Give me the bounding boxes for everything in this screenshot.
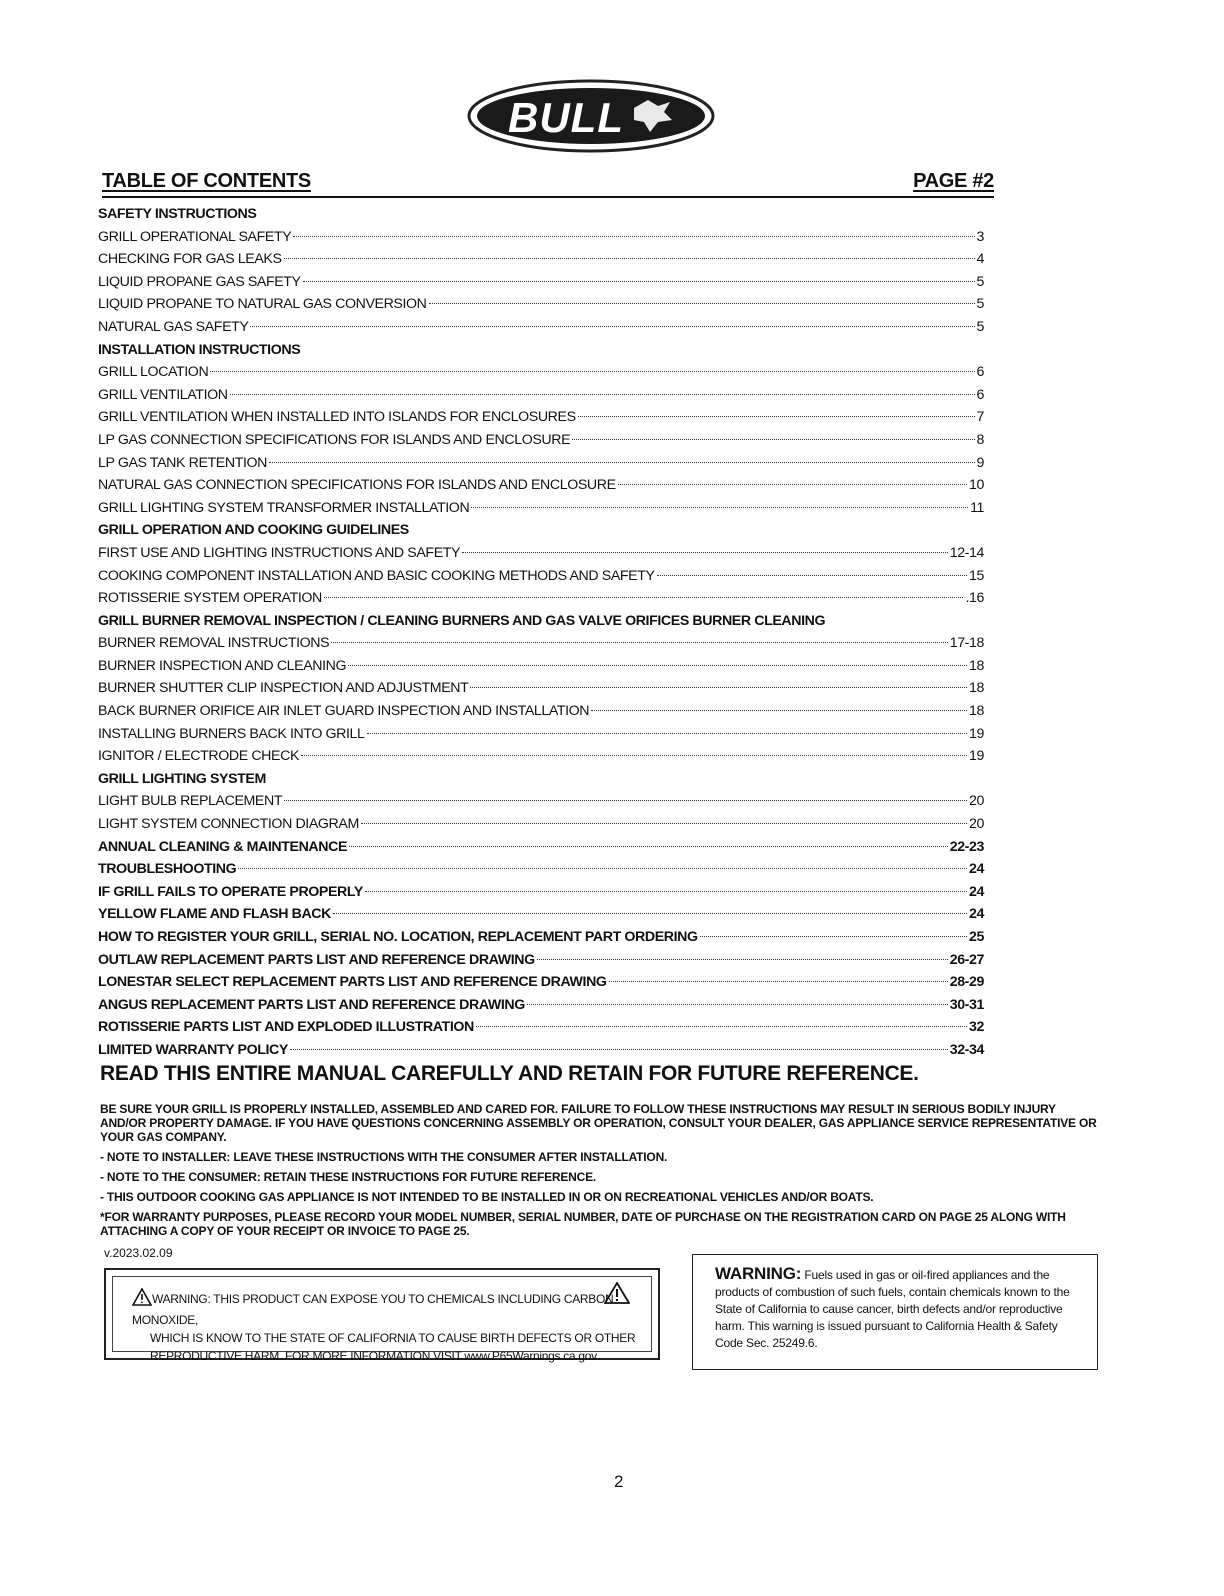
toc-section-row <box>98 971 984 994</box>
warning-triangle-icon <box>132 1288 152 1311</box>
toc-entry-title: BURNER REMOVAL INSTRUCTIONS <box>98 635 330 652</box>
dot-leader <box>303 281 975 282</box>
p65-warning-line-3: REPRODUCTIVE HARM. FOR MORE INFORMATION VISIT www.P65Warnings.ca.gov <box>150 1349 597 1363</box>
toc-entry-page: 24 <box>969 861 984 878</box>
toc-entry-title: GRILL LIGHTING SYSTEM <box>98 770 266 787</box>
dot-leader <box>609 981 948 982</box>
toc-entry-row <box>98 226 984 249</box>
warning-body: Fuels used in gas or oil-fired appliances and the products of combustion of such fuels, contain chemicals known to the State of California to cause cancer, birth defects and/or reproductive harm. This warning is issued pursuant to California Health & Safety Code Sec. 25249.6. <box>715 1268 1070 1350</box>
toc-entry-title: IGNITOR / ELECTRODE CHECK <box>98 748 300 765</box>
dot-leader <box>290 1049 948 1050</box>
toc-entry-row <box>98 248 984 271</box>
toc-entry-row <box>98 745 984 768</box>
toc-section-row <box>98 881 984 904</box>
toc-entry-title: LP GAS TANK RETENTION <box>98 454 267 471</box>
toc-entry-title: INSTALLING BURNERS BACK INTO GRILL <box>98 725 365 742</box>
dot-leader <box>210 371 974 372</box>
toc-entry-row <box>98 723 984 746</box>
dot-leader <box>238 868 967 869</box>
toc-entry-row <box>98 361 984 384</box>
toc-entry-row <box>98 474 984 497</box>
dot-leader <box>331 642 948 643</box>
toc-entry-title: GRILL VENTILATION WHEN INSTALLED INTO ISLANDS FOR ENCLOSURES <box>98 409 576 426</box>
warning-heading: WARNING: <box>715 1264 802 1283</box>
toc-entry-page: 19 <box>969 748 984 765</box>
table-of-contents <box>98 203 984 1062</box>
toc-entry-row <box>98 406 984 429</box>
dot-leader <box>470 687 967 688</box>
toc-entry-row <box>98 700 984 723</box>
toc-header <box>102 170 994 198</box>
toc-entry-title: GRILL OPERATION AND COOKING GUIDELINES <box>98 522 409 539</box>
toc-entry-title: BURNER SHUTTER CLIP INSPECTION AND ADJUSTMENT <box>98 680 469 697</box>
dot-leader <box>293 236 974 237</box>
toc-entry-page: 15 <box>969 567 984 584</box>
toc-entry-title: LP GAS CONNECTION SPECIFICATIONS FOR ISLANDS AND ENCLOSURE <box>98 431 571 448</box>
toc-entry-page: 24 <box>969 906 984 923</box>
dot-leader <box>591 710 967 711</box>
toc-entry-row <box>98 587 984 610</box>
toc-section-row <box>98 836 984 859</box>
toc-entry-title: FIRST USE AND LIGHTING INSTRUCTIONS AND SAFETY <box>98 544 461 561</box>
notice-paragraph: - THIS OUTDOOR COOKING GAS APPLIANCE IS NOT INTENDED TO BE INSTALLED IN OR ON RECREATIONAL VEHICLES AND/OR BOATS. <box>100 1190 874 1204</box>
toc-entry-page: 17-18 <box>949 635 984 652</box>
toc-section-row <box>98 994 984 1017</box>
toc-entry-title: ROTISSERIE SYSTEM OPERATION <box>98 590 322 607</box>
dot-leader <box>301 755 967 756</box>
toc-entry-title: LIMITED WARRANTY POLICY <box>98 1041 288 1058</box>
toc-section-row <box>98 903 984 926</box>
version-label: v.2023.02.09 <box>104 1246 173 1260</box>
toc-section-row <box>98 1039 984 1062</box>
dot-leader <box>527 1004 948 1005</box>
dot-leader <box>269 462 975 463</box>
toc-section-row <box>98 858 984 881</box>
dot-leader <box>462 552 948 553</box>
toc-entry-page: 5 <box>976 318 984 335</box>
toc-title: TABLE OF CONTENTS <box>102 170 311 192</box>
bull-logo <box>466 78 716 154</box>
california-warning-box <box>692 1254 1098 1370</box>
dot-leader <box>429 303 975 304</box>
toc-entry-page: 30-31 <box>949 996 984 1013</box>
toc-entry-row <box>98 316 984 339</box>
p65-warning-box <box>104 1268 660 1363</box>
toc-entry-page: 10 <box>969 477 984 494</box>
toc-entry-title: NATURAL GAS CONNECTION SPECIFICATIONS FOR ISLANDS AND ENCLOSURE <box>98 477 616 494</box>
toc-entry-row <box>98 655 984 678</box>
toc-entry-title: GRILL VENTILATION <box>98 386 228 403</box>
dot-leader <box>361 823 967 824</box>
toc-entry-title: OUTLAW REPLACEMENT PARTS LIST AND REFERENCE DRAWING <box>98 951 535 968</box>
toc-entry-page: 19 <box>969 725 984 742</box>
toc-entry-title: GRILL LIGHTING SYSTEM TRANSFORMER INSTALLATION <box>98 499 470 516</box>
toc-entry-page: 28-29 <box>949 974 984 991</box>
dot-leader <box>284 258 975 259</box>
toc-entry-row <box>98 452 984 475</box>
toc-entry-page: 4 <box>976 251 984 268</box>
toc-section-row <box>98 768 984 791</box>
toc-entry-page: 6 <box>976 386 984 403</box>
toc-entry-page: 8 <box>976 431 984 448</box>
toc-section-row <box>98 519 984 542</box>
page-label: PAGE #2 <box>913 170 994 192</box>
toc-section-row <box>98 1016 984 1039</box>
dot-leader <box>471 507 968 508</box>
notice-paragraph: - NOTE TO INSTALLER: LEAVE THESE INSTRUCTIONS WITH THE CONSUMER AFTER INSTALLATION. <box>100 1150 668 1164</box>
toc-entry-row <box>98 542 984 565</box>
toc-entry-row <box>98 565 984 588</box>
toc-entry-title: NATURAL GAS SAFETY <box>98 318 249 335</box>
toc-entry-page: 32 <box>969 1019 984 1036</box>
toc-entry-title: BURNER INSPECTION AND CLEANING <box>98 657 347 674</box>
toc-entry-page: .16 <box>965 590 984 607</box>
toc-entry-row <box>98 384 984 407</box>
dot-leader <box>230 394 975 395</box>
p65-warning-line-1: WARNING: THIS PRODUCT CAN EXPOSE YOU TO CHEMICALS INCLUDING CARBON MONOXIDE, <box>132 1292 614 1327</box>
dot-leader <box>618 484 967 485</box>
toc-entry-title: GRILL OPERATIONAL SAFETY <box>98 228 292 245</box>
toc-section-row <box>98 949 984 972</box>
toc-entry-page: 5 <box>976 273 984 290</box>
toc-entry-page: 18 <box>969 680 984 697</box>
toc-entry-row <box>98 497 984 520</box>
toc-entry-page: 11 <box>970 499 984 516</box>
toc-entry-row <box>98 429 984 452</box>
dot-leader <box>476 1026 967 1027</box>
toc-entry-row <box>98 293 984 316</box>
toc-entry-title: BACK BURNER ORIFICE AIR INLET GUARD INSPECTION AND INSTALLATION <box>98 703 590 720</box>
toc-entry-page: 22-23 <box>949 838 984 855</box>
dot-leader <box>578 416 975 417</box>
toc-entry-title: YELLOW FLAME AND FLASH BACK <box>98 906 331 923</box>
toc-entry-page: 26-27 <box>949 951 984 968</box>
toc-entry-title: LIQUID PROPANE GAS SAFETY <box>98 273 301 290</box>
toc-entry-title: INSTALLATION INSTRUCTIONS <box>98 341 301 358</box>
toc-section-row <box>98 203 984 226</box>
toc-entry-page: 18 <box>969 657 984 674</box>
toc-entry-title: SAFETY INSTRUCTIONS <box>98 206 257 222</box>
toc-entry-title: IF GRILL FAILS TO OPERATE PROPERLY <box>98 883 363 900</box>
toc-entry-title: COOKING COMPONENT INSTALLATION AND BASIC COOKING METHODS AND SAFETY <box>98 567 655 584</box>
dot-leader <box>572 439 974 440</box>
toc-section-row <box>98 926 984 949</box>
toc-entry-page: 20 <box>969 793 984 810</box>
toc-entry-page: 3 <box>976 228 984 245</box>
toc-entry-title: ANNUAL CLEANING & MAINTENANCE <box>98 838 348 855</box>
toc-entry-page: 20 <box>969 816 984 833</box>
toc-entry-title: ROTISSERIE PARTS LIST AND EXPLODED ILLUSTRATION <box>98 1019 474 1036</box>
toc-entry-page: 9 <box>976 454 984 471</box>
dot-leader <box>367 733 967 734</box>
warning-triangle-icon <box>604 1282 630 1309</box>
toc-entry-title: TROUBLESHOOTING <box>98 861 237 878</box>
toc-entry-title: ANGUS REPLACEMENT PARTS LIST AND REFERENCE DRAWING <box>98 996 525 1013</box>
dot-leader <box>537 959 948 960</box>
toc-entry-title: GRILL BURNER REMOVAL INSPECTION / CLEANING BURNERS AND GAS VALVE ORIFICES BURNER CLEANING <box>98 612 826 629</box>
toc-section-row <box>98 610 984 633</box>
toc-entry-page: 32-34 <box>949 1041 984 1058</box>
toc-entry-title: LIGHT BULB REPLACEMENT <box>98 793 283 810</box>
notice-paragraph: *FOR WARRANTY PURPOSES, PLEASE RECORD YOUR MODEL NUMBER, SERIAL NUMBER, DATE OF PURCHASE ON THE REGISTRATION CARD ON PAGE 25 ALONG WITH ATTACHING A COPY OF YOUR RECEIPT OR INVOICE TO PAGE 25. <box>100 1210 1066 1238</box>
toc-entry-page: 25 <box>969 929 984 945</box>
toc-entry-page: 24 <box>969 883 984 900</box>
toc-entry-page: 5 <box>976 296 984 313</box>
toc-entry-title: LIQUID PROPANE TO NATURAL GAS CONVERSION <box>98 296 427 313</box>
toc-entry-title: HOW TO REGISTER YOUR GRILL, SERIAL NO. LOCATION, REPLACEMENT PART ORDERING <box>98 929 698 945</box>
p65-warning-line-2: WHICH IS KNOW TO THE STATE OF CALIFORNIA TO CAUSE BIRTH DEFECTS OR OTHER <box>150 1331 636 1345</box>
dot-leader <box>324 597 964 598</box>
logo-text: BULL <box>508 94 624 141</box>
toc-entry-title: GRILL LOCATION <box>98 364 209 381</box>
toc-entry-page: 18 <box>969 703 984 720</box>
dot-leader <box>700 936 967 937</box>
notice-paragraph: - NOTE TO THE CONSUMER: RETAIN THESE INSTRUCTIONS FOR FUTURE REFERENCE. <box>100 1170 597 1184</box>
toc-entry-title: LIGHT SYSTEM CONNECTION DIAGRAM <box>98 816 359 833</box>
notices <box>100 1102 1100 1244</box>
toc-entry-row <box>98 271 984 294</box>
toc-entry-title: CHECKING FOR GAS LEAKS <box>98 251 282 268</box>
dot-leader <box>657 575 967 576</box>
dot-leader <box>333 913 967 914</box>
toc-section-row <box>98 339 984 362</box>
dot-leader <box>365 891 967 892</box>
dot-leader <box>348 665 967 666</box>
toc-entry-title: LONESTAR SELECT REPLACEMENT PARTS LIST AND REFERENCE DRAWING <box>98 974 607 991</box>
toc-entry-page: 7 <box>976 409 984 426</box>
toc-entry-row <box>98 813 984 836</box>
read-manual-heading: READ THIS ENTIRE MANUAL CAREFULLY AND RETAIN FOR FUTURE REFERENCE. <box>100 1062 919 1085</box>
dot-leader <box>250 326 974 327</box>
dot-leader <box>284 800 967 801</box>
toc-entry-row <box>98 677 984 700</box>
toc-entry-row <box>98 790 984 813</box>
toc-entry-page: 6 <box>976 364 984 381</box>
page-number: 2 <box>614 1472 624 1491</box>
dot-leader <box>349 846 948 847</box>
toc-entry-row <box>98 632 984 655</box>
notice-paragraph: BE SURE YOUR GRILL IS PROPERLY INSTALLED, ASSEMBLED AND CARED FOR. FAILURE TO FOLLOW THESE INSTRUCTIONS MAY RESULT IN SERIOUS BODILY INJURY AND/OR PROPERTY DAMAGE. IF YOU HAVE QUESTIONS CONCERNING ASSEMBLY OR OPERATION, CONSULT YOUR DEALER, GAS APPLIANCE SERVICE REPRESENTATIVE OR YOUR GAS COMPANY. <box>100 1102 1097 1144</box>
toc-entry-page: 12-14 <box>949 544 984 561</box>
